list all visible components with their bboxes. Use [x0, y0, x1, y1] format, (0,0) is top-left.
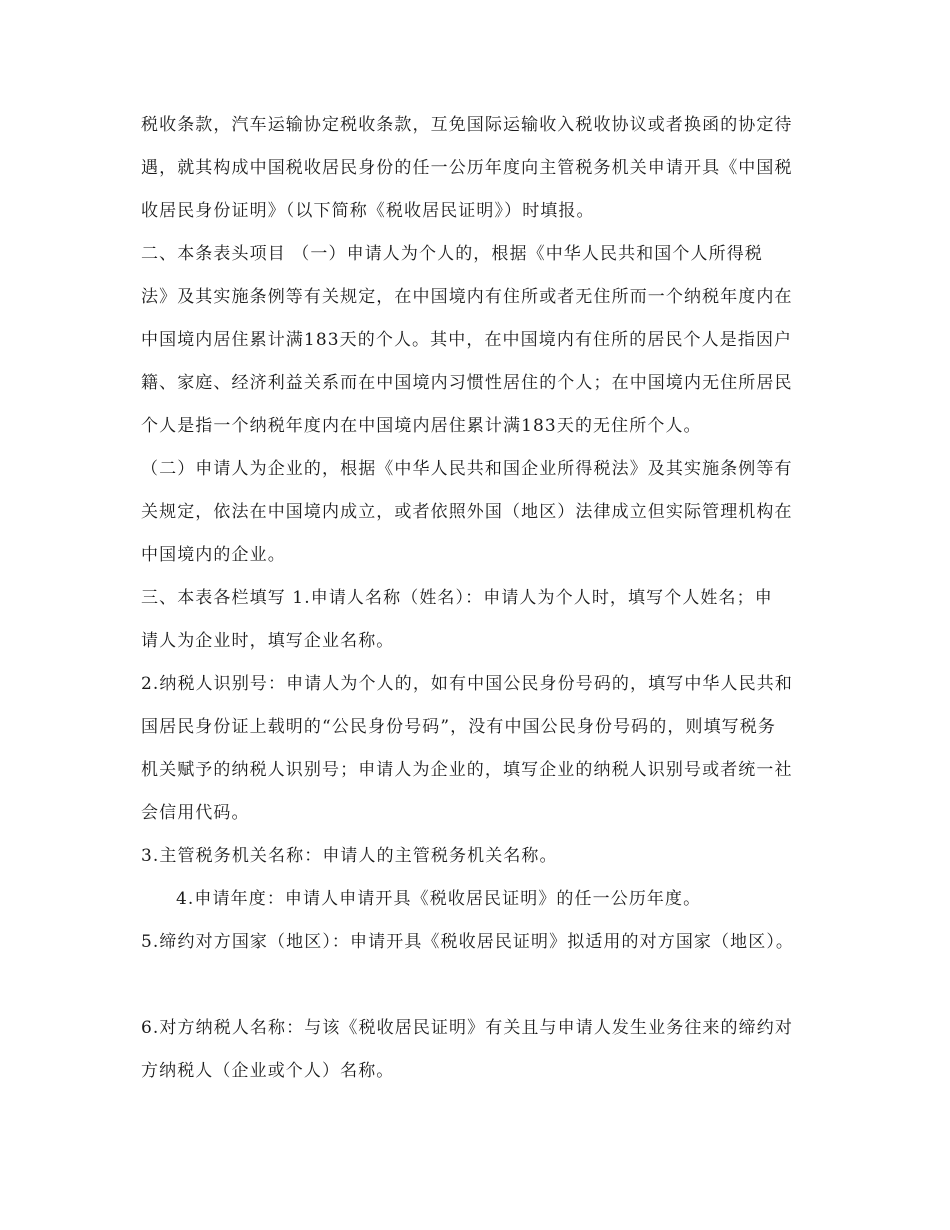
text-line: 5.缔约对方国家（地区）：申请开具《税收居民证明》拟适用的对方国家（地区）。 [141, 932, 795, 952]
text-line: 个人是指一个纳税年度内在中国境内居住累计满183天的无住所个人。 [141, 416, 702, 436]
text-line: 机关赋予的纳税人识别号；申请人为企业的，填写企业的纳税人识别号或者统一社 [141, 760, 793, 780]
text-line: 三、本表各栏填写 1.申请人名称（姓名）：申请人为个人时，填写个人姓名；申 [141, 588, 773, 608]
text-line: 二、本条表头项目 （一）申请人为个人的，根据《中华人民共和国个人所得税 [141, 244, 763, 264]
text-line: 6.对方纳税人名称：与该《税收居民证明》有关且与申请人发生业务往来的缔约对 [141, 1018, 793, 1038]
text-line: 请人为企业时，填写企业名称。 [141, 631, 395, 651]
text-line: 籍、家庭、经济利益关系而在中国境内习惯性居住的个人；在中国境内无住所居民 [141, 373, 793, 393]
text-line: 遇，就其构成中国税收居民身份的任一公历年度向主管税务机关申请开具《中国税 [141, 158, 793, 178]
text-line: 国居民身份证上载明的“公民身份号码”，没有中国公民身份号码的，则填写税务 [141, 717, 776, 737]
text-line: 法》及其实施条例等有关规定，在中国境内有住所或者无住所而一个纳税年度内在 [141, 287, 793, 307]
text-line: 方纳税人（企业或个人）名称。 [141, 1061, 395, 1081]
text-line: 3.主管税务机关名称：申请人的主管税务机关名称。 [141, 846, 558, 866]
text-line: 2.纳税人识别号：申请人为个人的，如有中国公民身份号码的，填写中华人民共和 [141, 674, 793, 694]
text-line: 4.申请年度：申请人申请开具《税收居民证明》的任一公历年度。 [176, 889, 702, 909]
text-line: 关规定，依法在中国境内成立，或者依照外国（地区）法律成立但实际管理机构在 [141, 502, 793, 522]
text-line: （二）申请人为企业的，根据《中华人民共和国企业所得税法》及其实施条例等有 [141, 459, 793, 479]
text-line: 会信用代码。 [141, 803, 250, 823]
text-line: 中国境内的企业。 [141, 545, 286, 565]
text-line: 中国境内居住累计满183天的个人。其中，在中国境内有住所的居民个人是指因户 [141, 330, 793, 350]
text-line: 税收条款，汽车运输协定税收条款，互免国际运输收入税收协议或者换函的协定待 [141, 115, 793, 135]
text-line: 收居民身份证明》（以下简称《税收居民证明》）时填报。 [141, 201, 595, 221]
